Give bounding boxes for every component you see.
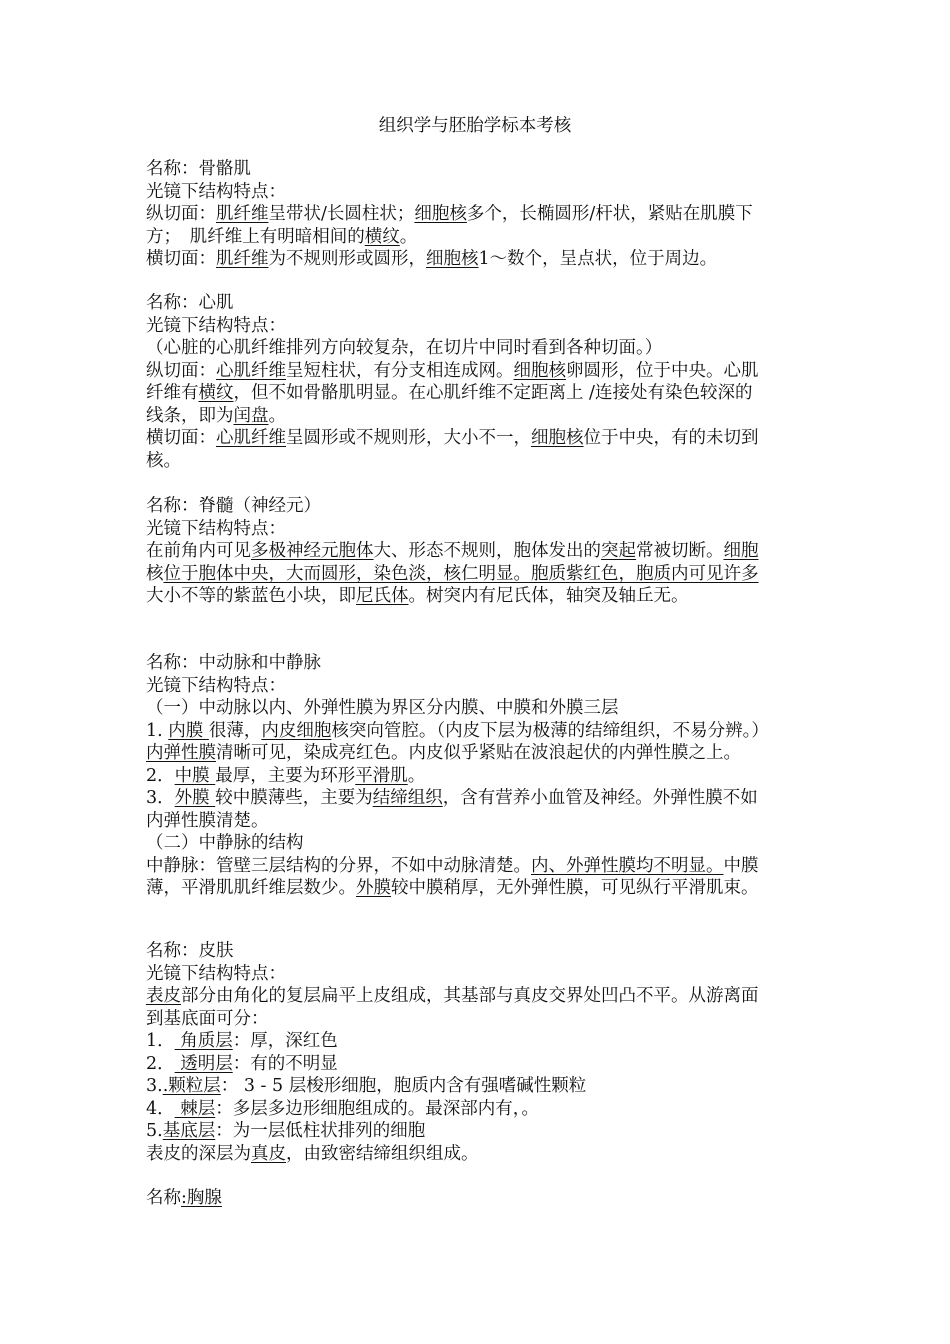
underlined-term: 细胞核 bbox=[531, 428, 584, 448]
underlined-term: 透明层 bbox=[174, 1053, 233, 1074]
text-segment: 表皮的深层为 bbox=[146, 1143, 251, 1164]
section-medium-artery-vein bbox=[146, 652, 810, 900]
text-segment: 呈圆形或不规则形，大小不一， bbox=[286, 428, 531, 448]
underlined-term: 闰盘 bbox=[233, 405, 269, 426]
text-line bbox=[146, 1120, 810, 1143]
underlined-term: 棘层 bbox=[174, 1098, 216, 1119]
underlined-term: .颗粒层 bbox=[162, 1076, 221, 1096]
text-segment: 。 bbox=[407, 765, 426, 786]
text-line bbox=[146, 405, 810, 428]
underlined-term: 外膜 bbox=[174, 788, 216, 808]
underlined-term: 真皮 bbox=[251, 1143, 286, 1164]
text-segment: 薄，平滑肌肌纤维层数少。 bbox=[146, 878, 356, 898]
section-heading bbox=[146, 652, 810, 675]
underlined-term: 内膜 bbox=[168, 720, 209, 741]
section-skin bbox=[146, 940, 810, 1165]
text-segment: （二）中静脉的结构 bbox=[146, 833, 304, 853]
text-line bbox=[146, 963, 810, 986]
section-heading bbox=[146, 940, 810, 963]
text-segment: 核。 bbox=[146, 450, 181, 471]
text-line bbox=[146, 720, 810, 743]
text-line bbox=[146, 1053, 810, 1076]
text-segment: 1． bbox=[146, 1031, 175, 1051]
text-segment: 到基底面可分： bbox=[146, 1008, 269, 1029]
text-segment: 名称：脊髓（神经元） bbox=[146, 496, 321, 516]
underlined-term: 细胞核 bbox=[513, 360, 566, 381]
text-segment: 大小不等的紫蓝色小块，即 bbox=[146, 586, 356, 606]
text-line bbox=[146, 248, 810, 271]
text-segment: 最厚，主要为环形 bbox=[215, 765, 356, 786]
text-segment: 。树突内有尼氏体，轴突及轴丘无。 bbox=[408, 586, 689, 606]
text-segment: ：多层多边形细胞组成的。最深部内有，。 bbox=[215, 1098, 539, 1119]
text-segment: 为不规则形或圆形， bbox=[268, 249, 426, 269]
text-line bbox=[146, 203, 810, 226]
text-line bbox=[146, 518, 810, 541]
text-segment: 3． bbox=[146, 788, 175, 808]
text-line bbox=[146, 540, 810, 563]
text-line bbox=[146, 877, 810, 900]
text-segment: 核突向管腔。（内皮下层为极薄的结缔组织，不易分辨。） bbox=[331, 720, 769, 741]
text-segment: 呈短柱状，有分支相连成网。 bbox=[286, 360, 514, 381]
underlined-term: 外膜 bbox=[356, 878, 391, 898]
text-line bbox=[146, 832, 810, 855]
text-line bbox=[146, 450, 810, 473]
underlined-term: 横纹 bbox=[364, 226, 400, 247]
text-segment: 光镜下结构特点： bbox=[146, 675, 286, 696]
text-segment: 1. bbox=[146, 720, 169, 741]
text-segment: 多个，长椭圆形/杆状，紧贴在肌膜下 bbox=[466, 204, 753, 224]
underlined-term: 表皮 bbox=[146, 986, 181, 1006]
text-segment: 名称：中动脉和中静脉 bbox=[146, 653, 321, 673]
section-cardiac-muscle bbox=[146, 292, 810, 472]
text-segment: 名称 bbox=[146, 1188, 181, 1208]
text-segment: 纵切面： bbox=[146, 204, 216, 224]
text-line bbox=[146, 382, 810, 405]
underlined-term: 尼氏体 bbox=[356, 586, 409, 606]
text-segment: 纤维有 bbox=[146, 383, 199, 403]
underlined-term: 肌纤维 bbox=[216, 204, 269, 224]
section-skeletal-muscle bbox=[146, 158, 810, 271]
text-line bbox=[146, 226, 810, 249]
underlined-term: :胸腺 bbox=[181, 1188, 222, 1208]
text-line bbox=[146, 765, 810, 788]
text-line bbox=[146, 1075, 810, 1098]
text-segment: 常被切断。 bbox=[636, 541, 724, 561]
text-segment: 内弹性膜清楚。 bbox=[146, 810, 269, 831]
text-segment: 。 bbox=[399, 226, 418, 247]
text-segment: 方； 肌纤维上有明暗相间的 bbox=[146, 226, 365, 247]
underlined-term: 突起 bbox=[601, 541, 636, 561]
underlined-term: 位于胞体中央，大而圆形，染色淡，核仁明显。胞质紫红色，胞质内可见许多 bbox=[163, 563, 759, 584]
text-line bbox=[146, 855, 810, 878]
text-segment: 清晰可见，染成亮红色。内皮似乎紧贴在波浪起伏的内弹性膜之上。 bbox=[216, 743, 741, 763]
text-segment: 在前角内可见 bbox=[146, 541, 251, 561]
text-line bbox=[146, 427, 810, 450]
text-line bbox=[146, 585, 810, 608]
underlined-term: 细胞核 bbox=[414, 204, 467, 224]
text-line bbox=[146, 787, 810, 810]
text-line bbox=[146, 360, 810, 383]
text-line bbox=[146, 337, 810, 360]
underlined-term: 细胞 bbox=[723, 541, 759, 561]
underlined-term: 角质层 bbox=[174, 1031, 233, 1051]
text-segment: 较中膜薄些，主要为 bbox=[215, 788, 373, 808]
text-line bbox=[146, 1098, 810, 1121]
text-line bbox=[146, 315, 810, 338]
underlined-term: 结缔组织 bbox=[372, 788, 443, 808]
underlined-term: 中膜 bbox=[174, 765, 216, 786]
document-title: 组织学与胚胎学标本考核 bbox=[378, 116, 572, 136]
underlined-term: 内弹性膜 bbox=[146, 743, 216, 763]
text-segment: ：为一层低柱状排列的细胞 bbox=[215, 1121, 426, 1141]
text-segment: 大、形态不规则，胞体发出的 bbox=[373, 541, 601, 561]
section-heading bbox=[146, 158, 810, 181]
text-segment: 位于中央，有的未切到 bbox=[583, 428, 759, 448]
text-segment: 线条，即为 bbox=[146, 405, 234, 426]
text-segment: ，但不如骨骼肌明显。在心肌纤维不定距离上 /连接处有染色较深的 bbox=[233, 383, 753, 403]
text-segment: （心脏的心肌纤维排列方向较复杂，在切片中同时看到各种切面。） bbox=[146, 338, 663, 358]
underlined-term: 平滑肌 bbox=[355, 765, 408, 786]
text-segment: 中静脉：管壁三层结构的分界，不如中动脉清楚。 bbox=[146, 855, 531, 876]
underlined-term: 心肌纤维 bbox=[216, 428, 286, 448]
text-segment: 呈带状/长圆柱状； bbox=[268, 204, 415, 224]
section-heading bbox=[146, 495, 810, 518]
underlined-term: 内、外弹性膜均不明显。 bbox=[531, 855, 724, 876]
text-segment: （一）中动脉以内、外弹性膜为界区分内膜、中膜和外膜三层 bbox=[146, 698, 619, 718]
text-segment: 光镜下结构特点： bbox=[146, 315, 286, 336]
text-segment: ：厚，深红色 bbox=[232, 1031, 338, 1051]
underlined-term: 基底层 bbox=[162, 1121, 216, 1141]
text-segment: 横切面： bbox=[146, 428, 216, 448]
text-line bbox=[146, 1030, 810, 1053]
underlined-term: 内皮细胞 bbox=[261, 720, 332, 741]
text-segment: 2． bbox=[146, 1053, 175, 1074]
text-segment: 名称：骨骼肌 bbox=[146, 159, 251, 179]
text-segment: 核 bbox=[146, 563, 164, 584]
text-segment: ，由致密结缔组织组成。 bbox=[286, 1143, 479, 1164]
text-segment: 纵切面： bbox=[146, 360, 216, 381]
underlined-term: 横纹 bbox=[198, 383, 234, 403]
text-line bbox=[146, 810, 810, 833]
text-segment: 。 bbox=[268, 405, 286, 426]
text-line bbox=[146, 675, 810, 698]
text-segment: 2． bbox=[146, 765, 175, 786]
text-segment: 卵圆形，位于中央。心肌 bbox=[566, 360, 759, 381]
text-segment: ，含有营养小血管及神经。外弹性膜不如 bbox=[442, 788, 758, 808]
text-segment: 部分由角化的复层扁平上皮组成，其基部与真皮交界处凹凸不平。从游离面 bbox=[181, 986, 759, 1006]
text-line bbox=[146, 1143, 810, 1166]
underlined-term: 细胞核 bbox=[426, 249, 479, 269]
section-spinal-cord bbox=[146, 495, 810, 608]
text-segment: 光镜下结构特点： bbox=[146, 518, 286, 539]
text-segment: 中膜 bbox=[723, 855, 759, 876]
text-line bbox=[146, 697, 810, 720]
underlined-term: 多极神经元胞体 bbox=[251, 541, 374, 561]
text-segment: ： 3 - 5 层梭形细胞，胞质内含有强嗜碱性颗粒 bbox=[220, 1076, 587, 1096]
text-segment: 光镜下结构特点： bbox=[146, 181, 286, 202]
text-segment: 5. bbox=[146, 1121, 163, 1141]
text-segment: 3. bbox=[146, 1076, 163, 1096]
section-heading bbox=[146, 1187, 810, 1210]
text-line bbox=[146, 181, 810, 204]
underlined-term: 肌纤维 bbox=[216, 249, 269, 269]
section-heading bbox=[146, 292, 810, 315]
text-segment: 较中膜稍厚，无外弹性膜，可见纵行平滑肌束。 bbox=[391, 878, 759, 898]
text-segment: 横切面： bbox=[146, 249, 216, 269]
section-thymus bbox=[146, 1187, 810, 1210]
text-line bbox=[146, 1008, 810, 1031]
text-line bbox=[146, 742, 810, 765]
text-segment: 光镜下结构特点： bbox=[146, 963, 286, 984]
text-segment: ：有的不明显 bbox=[232, 1053, 338, 1074]
text-segment: 很薄， bbox=[208, 720, 262, 741]
text-line bbox=[146, 985, 810, 1008]
text-segment: 名称：心肌 bbox=[146, 293, 234, 313]
text-line bbox=[146, 563, 810, 586]
text-segment: 1～数个，呈点状，位于周边。 bbox=[478, 249, 718, 269]
underlined-term: 心肌纤维 bbox=[216, 360, 286, 381]
text-segment: 名称：皮肤 bbox=[146, 941, 234, 961]
text-segment: 4． bbox=[146, 1098, 175, 1119]
